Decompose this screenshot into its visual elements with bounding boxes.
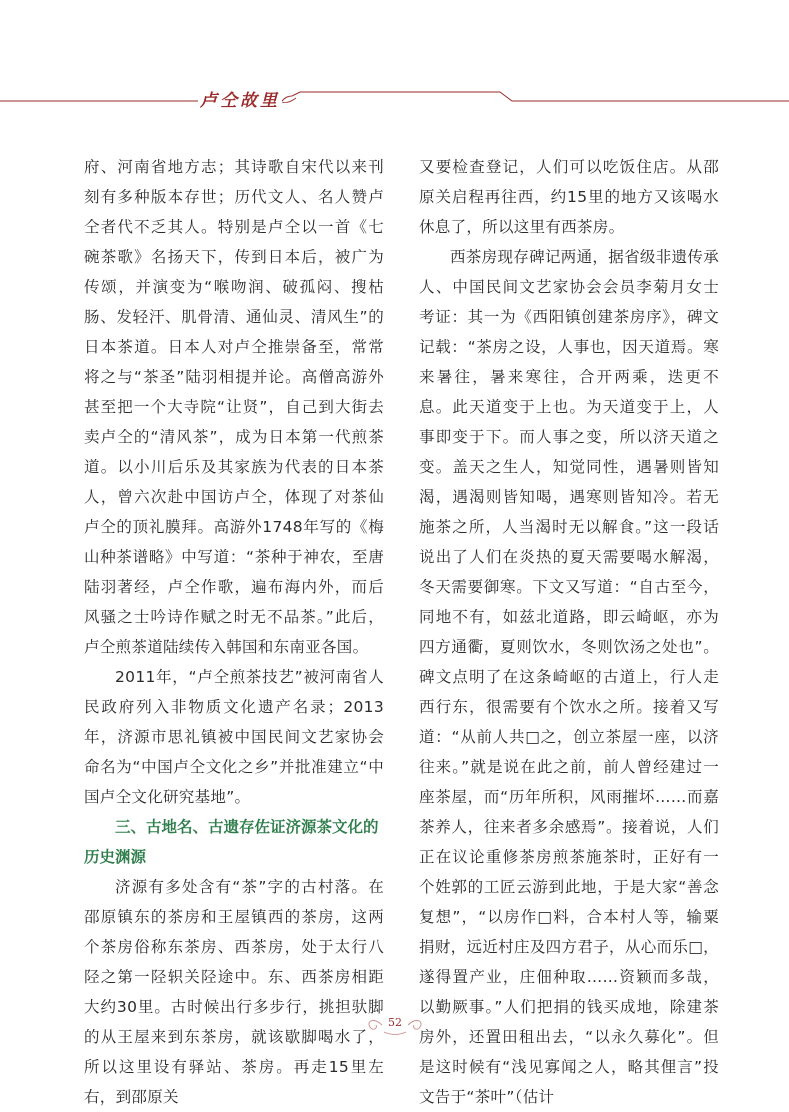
left-text-column (84, 152, 384, 1112)
page-number-ornament (364, 1012, 426, 1038)
body-paragraph: 又要检查登记，人们可以吃饭住店。从邵原关启程再往西，约15里的地方又该喝水休息了，所以这里有西茶房。 (419, 158, 719, 236)
body-paragraph: 济源有多处含有“茶”字的古村落。在邵原镇东的茶房和王屋镇西的茶房，这两个茶房俗称东茶房、西茶房，处于太行八陉之第一陉轵关陉途中。东、西茶房相距大约30里。古时候出行多步行，挑担驮脚的从王屋来到东茶房，就该歇脚喝水了，所以这里设有驿站、茶房。再走15里左右，到邵原关 (84, 878, 384, 1106)
section-heading: 三、古地名、古遗存佐证济源茶文化的历史渊源 (84, 818, 379, 866)
running-header-title: 卢仝故里 (200, 91, 280, 111)
right-text-column (419, 152, 719, 1112)
body-paragraph: 府、河南省地方志；其诗歌自宋代以来刊刻有多种版本存世；历代文人、名人赞卢仝者代不乏其人。特别是卢仝以一首《七碗茶歌》名扬天下，传到日本后，被广为传颂，并演变为“喉吻润、破孤闷、搜枯肠、发轻汗、肌骨清、通仙灵、清风生”的日本茶道。日本人对卢仝推崇备至，常常将之与“茶圣”陆羽相提并论。高僧高游外甚至把一个大寺院“让贤”，自己到大街去卖卢仝的“清风茶”，成为日本第一代煎茶道。以小川后乐及其家族为代表的日本茶人，曾六次赴中国访卢仝，体现了对茶仙卢仝的顶礼膜拜。高游外1748年写的《梅山种茶谱略》中写道：“茶种于神农，至唐陆羽著经，卢仝作歌，遍布海内外，而后风骚之士吟诗作赋之时无不品茶。”此后，卢仝煎茶道陆续传入韩国和东南亚各国。 (84, 158, 384, 656)
page-number: 52 (388, 1016, 402, 1029)
header-rule (0, 80, 789, 120)
body-paragraph: 2011年，“卢仝煎茶技艺”被河南省人民政府列入非物质文化遗产名录；2013年，济源市思礼镇被中国民间文艺家协会命名为“中国卢仝文化之乡”并批准建立“中国卢仝文化研究基地”。 (84, 668, 384, 806)
body-paragraph: 西茶房现存碑记两通，据省级非遗传承人、中国民间文艺家协会会员李菊月女士考证：其一为《西阳镇创建茶房序》，碑文记载：“茶房之设，人事也，因天道焉。寒来暑往，暑来寒往，合开两乘，迭更不息。此天道变于上也。为天道变于上，人事即变于下。而人事之变，所以济天道之变。盖天之生人，知觉同性，遇暑则皆知渴，遇渴则皆知喝，遇寒则皆知冷。若无施茶之所，人当渴时无以解食。”这一段话说出了人们在炎热的夏天需要喝水解渴，冬天需要御寒。下文又写道：“自古至今，同地不有，如兹北道路，即云崎岖，亦为四方通衢，夏则饮水，冬则饮汤之处也”。碑文点明了在这条崎岖的古道上，行人走西行东，很需要有个饮水之所。接着又写道：“从前人共□之，创立茶屋一座，以济往来。”就是说在此之前，前人曾经建过一座茶屋，而“历年所积，风雨摧坏……而嘉茶养人，往来者多余感焉”。接着说，人们正在议论重修茶房煎茶施茶时，正好有一个姓郭的工匠云游到此地，于是大家“善念复想”，“以房作□料，合本村人等，输粟捐财，远近村庄及四方君子，从心而乐□，遂得置产业，庄佃种取……资颖而多哉，以勤厥事。”人们把捐的钱买成地，除建茶房外，还置田租出去，“以永久募化”。但是这时候有“浅见寡闻之人，略其俚言”投文告于“茶叶”（估计 (419, 248, 719, 1106)
